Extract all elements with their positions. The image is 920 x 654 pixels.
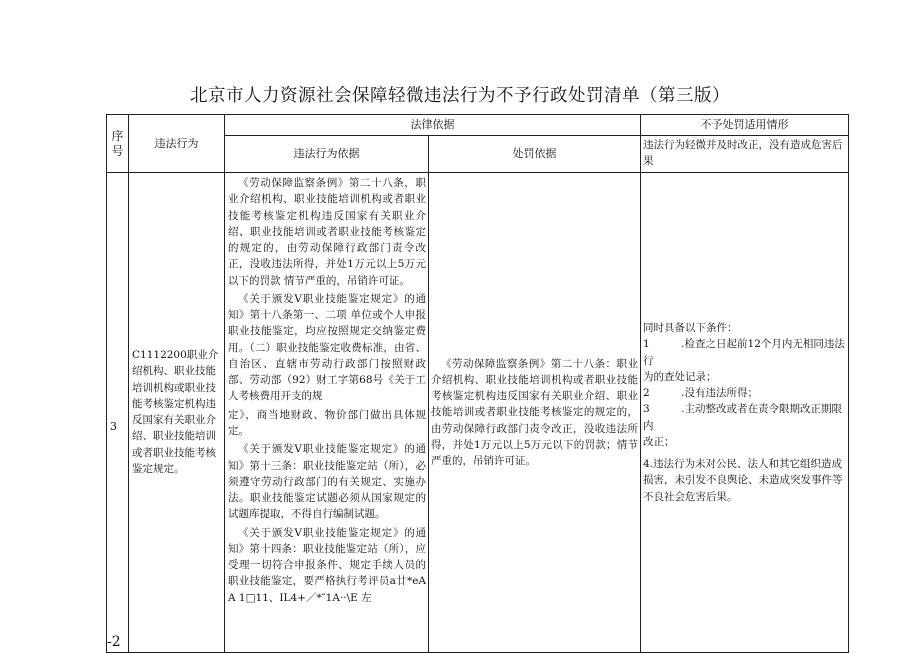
next-seq-number: -2 [107, 634, 121, 651]
row-seq-cell [107, 173, 129, 653]
basis-paragraph: 《关于颁发V职业技能鉴定规定》的通知》第十四条：职业技能鉴定站（所），应受理一切符合申报条件、规定手续人员的职业技能鉴定，要严格执行考评员a廿*eA A 1□11、IL4+／*″1A··\E 左 [228, 526, 426, 604]
condition-line: 为的查处记录； [643, 370, 717, 383]
basis-paragraph: 《关于颁发V职业技能鉴定规定》的通知》第十三条：职业技能鉴定站（所），必须遵守劳动行政部门的有关规定、实施办法。职业技能鉴定试题必须从国家规定的试题库提取，不得自行编制试题。 [228, 443, 426, 521]
basis-paragraph: 定》，商当地财政、物价部门做出具体规定。 [228, 408, 426, 437]
penalty-basis-cell [429, 173, 641, 653]
header-violation: 违法行为 [129, 115, 225, 173]
condition-line: 改正； [643, 435, 675, 448]
page-title: 北京市人力资源社会保障轻微违法行为不予行政处罚清单（第三版） [190, 86, 730, 106]
basis-paragraph: 《劳动保障监察条例》第二十八条，职业介绍机构、职业技能培训机构或者职业技能考核鉴定机构违反国家有关职业介绍、职业技能培训或者职业技能考核鉴定的规定的，由劳动保障行政部门责令改正，没收违法所得，并处1万元以上5万元以下的罚款 情节严重的，吊销许可证。 [228, 177, 426, 287]
violation-cell: C1112200职业介绍机构、职业技能培训机构或职业技能考核鉴定机构违反国家有关职业介绍、职业技能培训或者职业技能考核鉴定规定。 [129, 173, 225, 653]
header-penalty-basis: 处罚依据 [429, 136, 641, 173]
row-seq-number: 3 [110, 420, 117, 433]
header-no-penalty-sub: 违法行为轻微并及时改正，没有造成危害后果 [641, 136, 849, 173]
condition-line: 同时具备以下条件： [643, 322, 738, 335]
header-seq: 序号 [107, 115, 129, 173]
basis-paragraph: 《关于颁发V职业技能鉴定规定》的通知》第十八条第一、二项 单位或个人申报职业技能鉴定，均应按照规定交纳鉴定费用。（二）职业技能鉴定收费标准，由省、自治区、直辖市劳动行政部门按照财政部、劳动部（92）财工字第68号《关于工人考核费用开支的规 [228, 292, 426, 403]
condition-line: 4.违法行为未对公民、法人和其它组织造成损害，未引发不良舆论、未造成突发事件等不良社会危害后果。 [643, 458, 843, 503]
condition-line: 1 .检查之日起前12个月内无相同违法行 [643, 338, 845, 367]
no-penalty-condition-cell [641, 173, 849, 653]
condition-line: 2 .没有违法所得； [643, 387, 759, 400]
header-violation-basis: 违法行为依据 [225, 136, 429, 173]
condition-line: 3 .主动整改或者在责令限期改正期限内 [643, 403, 843, 432]
penalty-list-table [106, 114, 849, 653]
penalty-paragraph: 《劳动保障监察条例》第二十八条：职业介绍机构、职业技能培训机构或者职业技能考核鉴定机构违反国家有关职业介绍、职业技能培训或者职业技能考核鉴定的规定的，由劳动保障行政部门责令改正，没收违法所得，并处1万元以上5万元以下的罚款；情节严重的，吊销许可证。 [431, 357, 638, 468]
header-no-penalty: 不予处罚适用情形 [641, 115, 849, 136]
header-legal-basis: 法律依据 [225, 115, 641, 136]
violation-basis-cell [225, 173, 429, 653]
